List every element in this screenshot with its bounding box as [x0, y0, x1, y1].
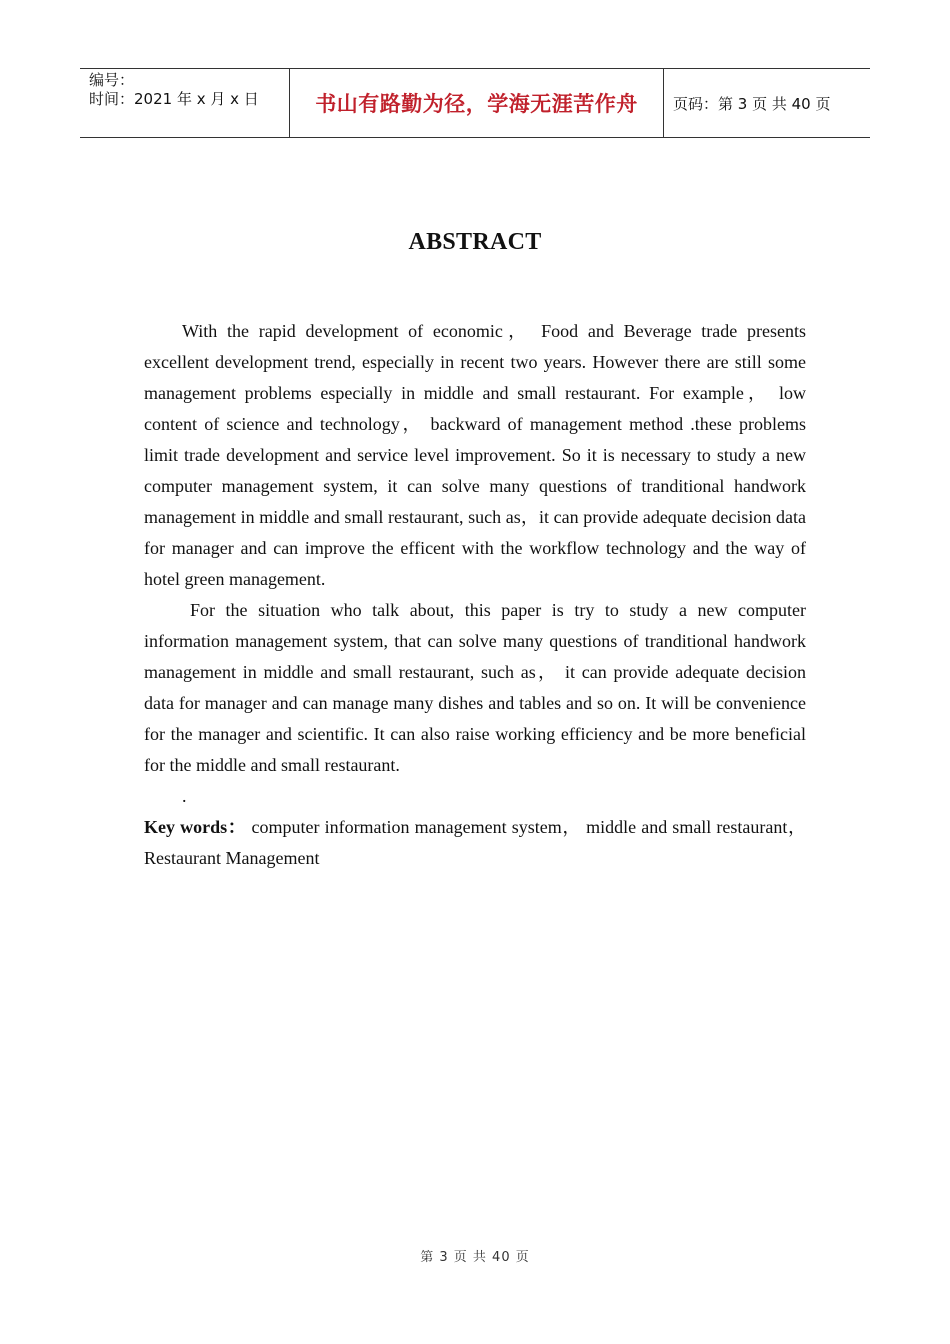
header-page-label: 页码：第 3 页 共 40 页: [673, 94, 831, 113]
header-meta: [80, 69, 290, 137]
abstract-paragraph-1: With the rapid development of economic， Food and Beverage trade presents excellent development trend, especially in recent two years. However there are still some management problems especially in middle and small restaurant. For example， low content of science and technology， backward of management method .these problems limit trade development and service level improvement. So it is necessary to study a new computer management system, it can solve many questions of tranditional handwork management in middle and small restaurant, such as，it can provide adequate decision data for manager and can improve the efficent with the workflow technology and the way of hotel green management.: [144, 321, 806, 589]
separator-dot: .: [182, 786, 187, 806]
abstract-title: ABSTRACT: [408, 229, 542, 255]
header-motto: 书山有路勤为径，学海无涯苦作舟: [290, 69, 664, 137]
abstract-body: [144, 316, 806, 874]
keywords-label: Key words：: [144, 817, 247, 837]
keywords-text: computer information management system， middle and small restaurant， Restaurant Management: [144, 817, 807, 868]
keywords-line: [144, 812, 806, 874]
abstract-paragraph-2: For the situation who talk about, this paper is try to study a new computer information management system, that can solve many questions of tranditional handwork management in middle and small restaurant, such as， it can provide adequate decision data for manager and can manage many dishes and tables and so on. It will be convenience for the manager and scientific. It can also raise working efficiency and be more beneficial for the middle and small restaurant.: [144, 600, 806, 775]
page-header: [80, 68, 870, 138]
date-label: 时间：2021 年 x 月 x 日: [89, 90, 259, 108]
page-footer: 第 3 页 共 40 页: [420, 1250, 530, 1265]
number-label: 编号：: [89, 71, 135, 89]
